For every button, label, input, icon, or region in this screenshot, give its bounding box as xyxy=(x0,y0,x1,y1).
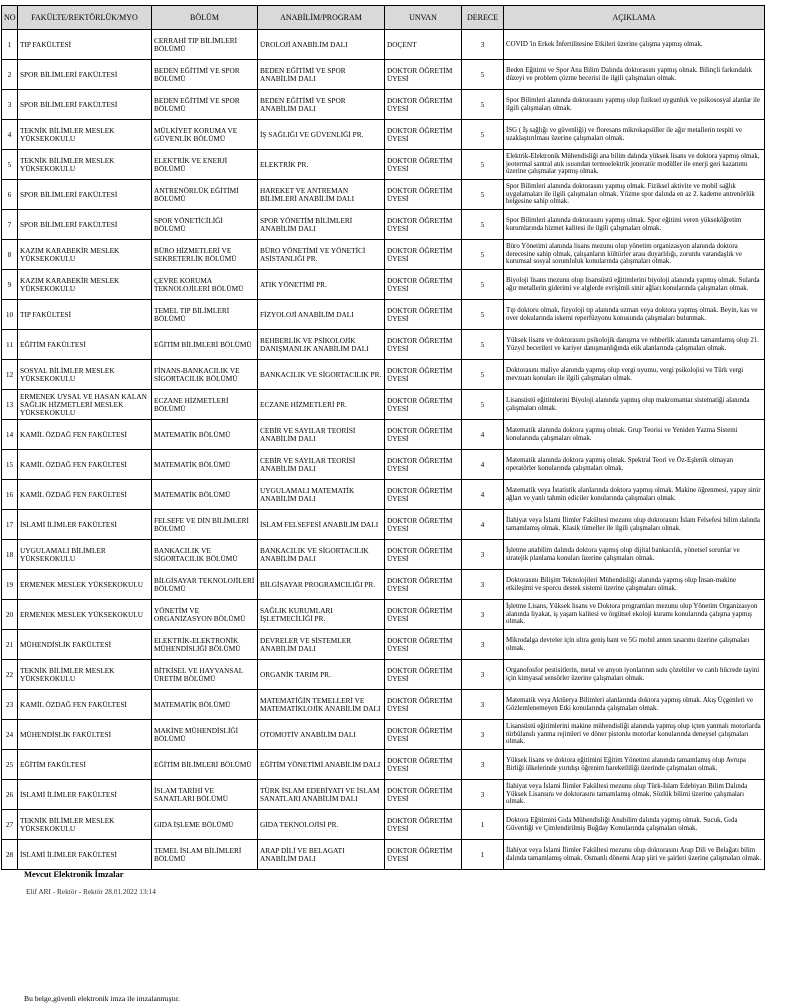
program-cell: REHBERLİK VE PSİKOLOJİK DANIŞMANLIK ANABİLİM DALI xyxy=(258,330,385,360)
table-row xyxy=(2,510,765,540)
table-row xyxy=(2,90,765,120)
faculty-cell: ERMENEK MESLEK YÜKSEKOKULU xyxy=(18,570,152,600)
department-cell: MÜLKİYET KORUMA VE GÜVENLİK BÖLÜMÜ xyxy=(152,120,258,150)
faculty-cell: TEKNİK BİLİMLER MESLEK YÜKSEKOKULU xyxy=(18,120,152,150)
program-cell: BİLGİSAYAR PROGRAMCILIĞI PR. xyxy=(258,570,385,600)
table-row xyxy=(2,150,765,180)
row-number: 5 xyxy=(2,150,18,180)
degree-cell: 5 xyxy=(462,360,504,390)
department-cell: MAKİNE MÜHENDİSLİĞİ BÖLÜMÜ xyxy=(152,720,258,750)
description-cell: Matematik alanında doktora yapmış olmak. Grup Teorisi ve Yeniden Yazma Sistemi konularında çalışmaları olmak. xyxy=(504,420,765,450)
faculty-cell: EĞİTİM FAKÜLTESİ xyxy=(18,330,152,360)
description-cell: Biyoloji lisans mezunu olup lisansüstü eğitimlerini biyoloji alanında yapmış olmak. Sularda ağır metallerin giderimi ve alglerde evrişimli sinir ağları konularında çalışmaları olmak. xyxy=(504,270,765,300)
description-cell: Organofosfor pestisitlerin, metal ve anyon iyonlarının sulu çözeltiler ve canlı hücrede tayini için kimyasal sensörler üzerine çalışmaları olmak. xyxy=(504,660,765,690)
department-cell: BÜRO HİZMETLERİ VE SEKRETERLİK BÖLÜMÜ xyxy=(152,240,258,270)
table-row xyxy=(2,450,765,480)
faculty-cell: ERMENEK UYSAL VE HASAN KALAN SAĞLIK HİZMETLERİ MESLEK YÜKSEKOKULU xyxy=(18,390,152,420)
title-cell: DOKTOR ÖĞRETİM ÜYESİ xyxy=(385,360,462,390)
row-number: 16 xyxy=(2,480,18,510)
table-row xyxy=(2,780,765,810)
department-cell: BEDEN EĞİTİMİ VE SPOR BÖLÜMÜ xyxy=(152,90,258,120)
row-number: 1 xyxy=(2,30,18,60)
faculty-cell: TEKNİK BİLİMLER MESLEK YÜKSEKOKULU xyxy=(18,810,152,840)
row-number: 23 xyxy=(2,690,18,720)
degree-cell: 5 xyxy=(462,390,504,420)
title-cell: DOKTOR ÖĞRETİM ÜYESİ xyxy=(385,240,462,270)
program-cell: DEVRELER VE SİSTEMLER ANABİLİM DALI xyxy=(258,630,385,660)
degree-cell: 5 xyxy=(462,60,504,90)
department-cell: TEMEL TIP BİLİMLERİ BÖLÜMÜ xyxy=(152,300,258,330)
description-cell: Matematik veya İstatistik alanlarında doktora yapmış olmak. Makine öğrenmesi, yapay sinir ağları ve yanlı tahmin ediciler konularında çalışmaları olmak. xyxy=(504,480,765,510)
table-row xyxy=(2,120,765,150)
table-body xyxy=(2,30,765,870)
announcement-table xyxy=(1,5,765,870)
degree-cell: 5 xyxy=(462,330,504,360)
title-cell: DOKTOR ÖĞRETİM ÜYESİ xyxy=(385,540,462,570)
header-description: AÇIKLAMA xyxy=(504,6,765,30)
faculty-cell: SPOR BİLİMLERİ FAKÜLTESİ xyxy=(18,180,152,210)
program-cell: CEBİR VE SAYILAR TEORİSİ ANABİLİM DALI xyxy=(258,450,385,480)
title-cell: DOKTOR ÖĞRETİM ÜYESİ xyxy=(385,840,462,870)
program-cell: GIDA TEKNOLOJİSİ PR. xyxy=(258,810,385,840)
department-cell: MATEMATİK BÖLÜMÜ xyxy=(152,420,258,450)
description-cell: COVID 'in Erkek İnfertilitesine Etkileri üzerine çalışma yapmış olmak. xyxy=(504,30,765,60)
degree-cell: 4 xyxy=(462,480,504,510)
faculty-cell: KAMİL ÖZDAĞ FEN FAKÜLTESİ xyxy=(18,690,152,720)
header-faculty: FAKÜLTE/REKTÖRLÜK/MYO xyxy=(18,6,152,30)
table-row xyxy=(2,60,765,90)
description-cell: İşletme Lisans, Yüksek lisans ve Doktora programları mezunu olup Yönetim Organizasyon alanında liyakat, iş yaşam kalitesi ve örgütsel ekoloji kuramı konularında çalışma yapmış olmak. xyxy=(504,600,765,630)
title-cell: DOKTOR ÖĞRETİM ÜYESİ xyxy=(385,480,462,510)
faculty-cell: SPOR BİLİMLERİ FAKÜLTESİ xyxy=(18,210,152,240)
degree-cell: 5 xyxy=(462,300,504,330)
table-row xyxy=(2,630,765,660)
degree-cell: 1 xyxy=(462,840,504,870)
program-cell: ELEKTRİK PR. xyxy=(258,150,385,180)
title-cell: DOKTOR ÖĞRETİM ÜYESİ xyxy=(385,420,462,450)
title-cell: DOKTOR ÖĞRETİM ÜYESİ xyxy=(385,780,462,810)
row-number: 3 xyxy=(2,90,18,120)
department-cell: ÇEVRE KORUMA TEKNOLOJİLERİ BÖLÜMÜ xyxy=(152,270,258,300)
degree-cell: 4 xyxy=(462,420,504,450)
department-cell: SPOR YÖNETİCİLİĞİ BÖLÜMÜ xyxy=(152,210,258,240)
faculty-cell: MÜHENDİSLİK FAKÜLTESİ xyxy=(18,720,152,750)
row-number: 2 xyxy=(2,60,18,90)
description-cell: İşletme anabilim dalında doktora yapmış olup dijital bankacılık, yönetsel sorunlar ve stratejik planlama konuları üzerine çalışmaları olmak. xyxy=(504,540,765,570)
signature-overlay: Elif ARI - Rektör - Rektör 28.01.2022 13:14 xyxy=(26,887,156,896)
degree-cell: 3 xyxy=(462,540,504,570)
row-number: 22 xyxy=(2,660,18,690)
title-cell: DOKTOR ÖĞRETİM ÜYESİ xyxy=(385,150,462,180)
department-cell: MATEMATİK BÖLÜMÜ xyxy=(152,480,258,510)
description-cell: Doktora Eğitimini Gıda Mühendisliği Anabilim dalında yapmış olmak. Sucuk, Gıda Güvenliği ve Çimlendirilmiş Buğday Konularında çalışmaları olmak. xyxy=(504,810,765,840)
degree-cell: 1 xyxy=(462,810,504,840)
description-cell: Beden Eğitimi ve Spor Ana Bilim Dalında doktorasını yapmış olmak. Bilinçli farkındalık düzeyi ve problem çözme becerisi ile ilgili çalışmaları olmak. xyxy=(504,60,765,90)
table-row xyxy=(2,210,765,240)
row-number: 25 xyxy=(2,750,18,780)
department-cell: ANTRENÖRLÜK EĞİTİMİ BÖLÜMÜ xyxy=(152,180,258,210)
row-number: 8 xyxy=(2,240,18,270)
department-cell: ELEKTRİK VE ENERJİ BÖLÜMÜ xyxy=(152,150,258,180)
department-cell: EĞİTİM BİLİMLERİ BÖLÜMÜ xyxy=(152,330,258,360)
row-number: 28 xyxy=(2,840,18,870)
table-header xyxy=(2,6,765,30)
title-cell: DOKTOR ÖĞRETİM ÜYESİ xyxy=(385,810,462,840)
row-number: 11 xyxy=(2,330,18,360)
degree-cell: 3 xyxy=(462,600,504,630)
program-cell: ÜROLOJİ ANABİLİM DALI xyxy=(258,30,385,60)
degree-cell: 3 xyxy=(462,30,504,60)
program-cell: CEBİR VE SAYILAR TEORİSİ ANABİLİM DALI xyxy=(258,420,385,450)
table-row xyxy=(2,300,765,330)
department-cell: GIDA İŞLEME BÖLÜMÜ xyxy=(152,810,258,840)
title-cell: DOKTOR ÖĞRETİM ÜYESİ xyxy=(385,270,462,300)
title-cell: DOKTOR ÖĞRETİM ÜYESİ xyxy=(385,750,462,780)
department-cell: BİTKİSEL VE HAYVANSAL ÜRETİM BÖLÜMÜ xyxy=(152,660,258,690)
row-number: 24 xyxy=(2,720,18,750)
title-cell: DOKTOR ÖĞRETİM ÜYESİ xyxy=(385,450,462,480)
title-cell: DOKTOR ÖĞRETİM ÜYESİ xyxy=(385,210,462,240)
description-cell: İlahiyat veya İslami İlimler Fakültesi mezunu olup doktorasını İslam Felsefesi bilim dalında tamamlamış olmak. Klasik tümeller ile ilgili çalışmaları olmak. xyxy=(504,510,765,540)
degree-cell: 5 xyxy=(462,210,504,240)
faculty-cell: SOSYAL BİLİMLER MESLEK YÜKSEKOKULU xyxy=(18,360,152,390)
department-cell: FELSEFE VE DİN BİLİMLERİ BÖLÜMÜ xyxy=(152,510,258,540)
degree-cell: 3 xyxy=(462,570,504,600)
title-cell: DOKTOR ÖĞRETİM ÜYESİ xyxy=(385,600,462,630)
title-cell: DOKTOR ÖĞRETİM ÜYESİ xyxy=(385,180,462,210)
program-cell: FİZYOLOJİ ANABİLİM DALI xyxy=(258,300,385,330)
faculty-cell: KAMİL ÖZDAĞ FEN FAKÜLTESİ xyxy=(18,450,152,480)
faculty-cell: EĞİTİM FAKÜLTESİ xyxy=(18,750,152,780)
footer-note: Bu belge,güvenli elektronik imza ile imzalanmıştır. xyxy=(24,994,180,1003)
program-cell: MATEMATİĞİN TEMELLERİ VE MATEMATİKLOJİK ANABİLİM DALI xyxy=(258,690,385,720)
description-cell: Doktorasını Bilişim Teknolojileri Mühendisliği alanında yapmış olup İnsan-makine etkileşimi ve sporcu destek sistemi üzerine çalışmaları olmak. xyxy=(504,570,765,600)
department-cell: YÖNETİM VE ORGANİZASYON BÖLÜMÜ xyxy=(152,600,258,630)
degree-cell: 3 xyxy=(462,720,504,750)
degree-cell: 3 xyxy=(462,630,504,660)
description-cell: Lisansüstü eğitimlerini makine mühendisliği alanında yapmış olup içten yanmalı motorlarda türbülanslı yanma rejimleri ve döner pistonlu motorlar konularında deneysel çalışmaları olmak. xyxy=(504,720,765,750)
department-cell: İSLAM TARİHİ VE SANATLARI BÖLÜMÜ xyxy=(152,780,258,810)
table-row xyxy=(2,360,765,390)
department-cell: ECZANE HİZMETLERİ BÖLÜMÜ xyxy=(152,390,258,420)
header-title: UNVAN xyxy=(385,6,462,30)
faculty-cell: SPOR BİLİMLERİ FAKÜLTESİ xyxy=(18,90,152,120)
title-cell: DOKTOR ÖĞRETİM ÜYESİ xyxy=(385,390,462,420)
table-row xyxy=(2,270,765,300)
description-cell: Matematik veya Aktüerya Bilimleri alanlarında doktora yapmış olmak. Akış Üçgenleri ve Gözlemlenemeyen Etki konularında çalışmaları olmak. xyxy=(504,690,765,720)
program-cell: SPOR YÖNETİM BİLİMLERİ ANABİLİM DALI xyxy=(258,210,385,240)
table-row xyxy=(2,600,765,630)
degree-cell: 5 xyxy=(462,120,504,150)
program-cell: BANKACILIK VE SİGORTACILIK PR. xyxy=(258,360,385,390)
header-department: BÖLÜM xyxy=(152,6,258,30)
faculty-cell: İSLAMİ İLİMLER FAKÜLTESİ xyxy=(18,780,152,810)
faculty-cell: KAZIM KARABEKİR MESLEK YÜKSEKOKULU xyxy=(18,270,152,300)
degree-cell: 5 xyxy=(462,180,504,210)
department-cell: BEDEN EĞİTİMİ VE SPOR BÖLÜMÜ xyxy=(152,60,258,90)
program-cell: ATIK YÖNETİMİ PR. xyxy=(258,270,385,300)
degree-cell: 3 xyxy=(462,660,504,690)
program-cell: OTOMOTİV ANABİLİM DALI xyxy=(258,720,385,750)
degree-cell: 3 xyxy=(462,750,504,780)
title-cell: DOKTOR ÖĞRETİM ÜYESİ xyxy=(385,60,462,90)
description-cell: Spor Bilimleri alanında doktorasını yapmış olup fiziksel uygunluk ve psikososyal alanlar ile ilgili çalışmaları olmak. xyxy=(504,90,765,120)
program-cell: EĞİTİM YÖNETİMİ ANABİLİM DALI xyxy=(258,750,385,780)
degree-cell: 3 xyxy=(462,780,504,810)
row-number: 13 xyxy=(2,390,18,420)
degree-cell: 5 xyxy=(462,240,504,270)
degree-cell: 5 xyxy=(462,150,504,180)
row-number: 18 xyxy=(2,540,18,570)
table-row xyxy=(2,240,765,270)
faculty-cell: İSLAMİ İLİMLER FAKÜLTESİ xyxy=(18,510,152,540)
title-cell: DOKTOR ÖĞRETİM ÜYESİ xyxy=(385,120,462,150)
header-program: ANABİLİM/PROGRAM xyxy=(258,6,385,30)
row-number: 10 xyxy=(2,300,18,330)
program-cell: ARAP DİLİ VE BELAGATI ANABİLİM DALI xyxy=(258,840,385,870)
description-cell: Yüksek lisans ve doktorasını psikolojik danışma ve rehberlik alanında tamamlamış olup 21. Yüzyıl becerileri ve kariyer danışmanlığında etik alanlarında çalışmaları olmak. xyxy=(504,330,765,360)
description-cell: Tıp doktoru olmak, fizyoloji tıp alanında uzman veya doktora yapmış olmak. Beyin, kas ve over dokularında iskemi reperfüzyonu konusunda çalışmaları bulunmak. xyxy=(504,300,765,330)
department-cell: BİLGİSAYAR TEKNOLOJİLERİ BÖLÜMÜ xyxy=(152,570,258,600)
department-cell: MATEMATİK BÖLÜMÜ xyxy=(152,450,258,480)
description-cell: Spor Bilimleri alanında doktorasını yapmış olmak. Spor eğitimi veren yükseköğretim kurumlarında hizmet kalitesi ile ilgili çalışmaları olmak. xyxy=(504,210,765,240)
program-cell: SAĞLIK KURUMLARI İŞLETMECİLİĞİ PR. xyxy=(258,600,385,630)
faculty-cell: KAMİL ÖZDAĞ FEN FAKÜLTESİ xyxy=(18,480,152,510)
description-cell: Mikrodalga devreler için ultra geniş bant ve 5G mobil anten tasarımı üzerine çalışmaları olmak. xyxy=(504,630,765,660)
title-cell: DOKTOR ÖĞRETİM ÜYESİ xyxy=(385,90,462,120)
department-cell: TEMEL İSLAM BİLİMLERİ BÖLÜMÜ xyxy=(152,840,258,870)
row-number: 6 xyxy=(2,180,18,210)
program-cell: ECZANE HİZMETLERİ PR. xyxy=(258,390,385,420)
department-cell: BANKACILIK VE SİGORTACILIK BÖLÜMÜ xyxy=(152,540,258,570)
program-cell: BEDEN EĞİTİMİ VE SPOR ANABİLİM DALI xyxy=(258,60,385,90)
program-cell: UYGULAMALI MATEMATİK ANABİLİM DALI xyxy=(258,480,385,510)
program-cell: BÜRO YÖNETİMİ VE YÖNETİCİ ASİSTANLIĞI PR. xyxy=(258,240,385,270)
description-cell: Yüksek lisans ve doktora eğitimini Eğitim Yönetimi alanında tamamlamış olup Avrupa Birliği ülkelerinde yurtdışı öğrenim hareketliliği üzerinde çalışmaları olmak. xyxy=(504,750,765,780)
title-cell: DOKTOR ÖĞRETİM ÜYESİ xyxy=(385,630,462,660)
row-number: 7 xyxy=(2,210,18,240)
description-cell: Lisansüstü eğitimlerini Biyoloji alanında yapmış olup makromantar sistematiği alanında çalışmaları olmak. xyxy=(504,390,765,420)
table-row xyxy=(2,30,765,60)
table-row xyxy=(2,810,765,840)
title-cell: DOKTOR ÖĞRETİM ÜYESİ xyxy=(385,300,462,330)
department-cell: MATEMATİK BÖLÜMÜ xyxy=(152,690,258,720)
program-cell: ORGANİK TARIM PR. xyxy=(258,660,385,690)
program-cell: HAREKET VE ANTREMAN BİLİMLERİ ANABİLİM DALI xyxy=(258,180,385,210)
faculty-cell: KAMİL ÖZDAĞ FEN FAKÜLTESİ xyxy=(18,420,152,450)
degree-cell: 4 xyxy=(462,450,504,480)
description-cell: Spor Bilimleri alanında doktorasını yapmış olmak. Fiziksel aktivite ve mobil sağlık uygulamaları ile ilgili çalışmaları olmak. Yüzme spor dalında en az 2. kademe antrenörlük belgesine sahip olmak. xyxy=(504,180,765,210)
faculty-cell: KAZIM KARABEKİR MESLEK YÜKSEKOKULU xyxy=(18,240,152,270)
title-cell: DOKTOR ÖĞRETİM ÜYESİ xyxy=(385,720,462,750)
table-row xyxy=(2,660,765,690)
title-cell: DOKTOR ÖĞRETİM ÜYESİ xyxy=(385,510,462,540)
row-number: 21 xyxy=(2,630,18,660)
degree-cell: 3 xyxy=(462,690,504,720)
title-cell: DOKTOR ÖĞRETİM ÜYESİ xyxy=(385,660,462,690)
table-row xyxy=(2,390,765,420)
description-cell: İSG ( İş sağlığı ve güvenliği) ve floresans mikrokapsüller ile ağır metallerin tespiti ve uzaklaştırılması üzerine çalışmaları olmak. xyxy=(504,120,765,150)
row-number: 4 xyxy=(2,120,18,150)
table-row xyxy=(2,420,765,450)
faculty-cell: UYGULAMALI BİLİMLER YÜKSEKOKULU xyxy=(18,540,152,570)
row-number: 19 xyxy=(2,570,18,600)
program-cell: TÜRK İSLAM EDEBİYATI VE İSLAM SANATLARI ANABİLİM DALI xyxy=(258,780,385,810)
faculty-cell: ERMENEK MESLEK YÜKSEKOKULU xyxy=(18,600,152,630)
faculty-cell: SPOR BİLİMLERİ FAKÜLTESİ xyxy=(18,60,152,90)
header-row xyxy=(2,6,765,30)
row-number: 20 xyxy=(2,600,18,630)
department-cell: ELEKTRİK-ELEKTRONİK MÜHENDİSLİĞİ BÖLÜMÜ xyxy=(152,630,258,660)
program-cell: BEDEN EĞİTİMİ VE SPOR ANABİLİM DALI xyxy=(258,90,385,120)
signature-label: Mevcut Elektronik İmzalar xyxy=(24,869,124,879)
row-number: 15 xyxy=(2,450,18,480)
faculty-cell: MÜHENDİSLİK FAKÜLTESİ xyxy=(18,630,152,660)
program-cell: İŞ SAĞLIĞI VE GÜVENLİĞİ PR. xyxy=(258,120,385,150)
department-cell: FİNANS-BANKACILIK VE SİGORTACILIK BÖLÜMÜ xyxy=(152,360,258,390)
row-number: 9 xyxy=(2,270,18,300)
faculty-cell: İSLAMİ İLİMLER FAKÜLTESİ xyxy=(18,840,152,870)
table-row xyxy=(2,480,765,510)
row-number: 12 xyxy=(2,360,18,390)
program-cell: İSLAM FELSEFESİ ANABİLİM DALI xyxy=(258,510,385,540)
department-cell: EĞİTİM BİLİMLERİ BÖLÜMÜ xyxy=(152,750,258,780)
degree-cell: 5 xyxy=(462,270,504,300)
row-number: 14 xyxy=(2,420,18,450)
description-cell: İlahiyat veya İslami İlimler Fakültesi mezunu olup doktorasını Arap Dili ve Belağatı bilim dalında tamamlamış olmak. Osmanlı dönemi Arap şiiri ve şairleri üzerine çalışmaları olmak. xyxy=(504,840,765,870)
table-row xyxy=(2,330,765,360)
description-cell: Doktorasını maliye alanında yapmış olup vergi uyumu, vergi psikolojisi ve Türk vergi mevzuatı konuları ile ilgili çalışmaları olmak. xyxy=(504,360,765,390)
table-row xyxy=(2,180,765,210)
row-number: 27 xyxy=(2,810,18,840)
table-row xyxy=(2,690,765,720)
description-cell: İlahiyat veya İslami İlimler Fakültesi mezunu olup Türk-İslam Edebiyatı Bilim Dalında Yüksek Lisansını ve doktorasını tamamlamış olmak, Sözlük bilimi üzerine çalışmaları olmak. xyxy=(504,780,765,810)
header-no: NO xyxy=(2,6,18,30)
faculty-cell: TIP FAKÜLTESİ xyxy=(18,30,152,60)
table-row xyxy=(2,750,765,780)
row-number: 26 xyxy=(2,780,18,810)
table-row xyxy=(2,840,765,870)
faculty-cell: TIP FAKÜLTESİ xyxy=(18,300,152,330)
header-degree: DERECE xyxy=(462,6,504,30)
faculty-cell: TEKNİK BİLİMLER MESLEK YÜKSEKOKULU xyxy=(18,660,152,690)
title-cell: DOKTOR ÖĞRETİM ÜYESİ xyxy=(385,330,462,360)
program-cell: BANKACILIK VE SİGORTACILIK ANABİLİM DALI xyxy=(258,540,385,570)
description-cell: Büro Yönetimi alanında lisans mezunu olup yönetim organizasyon alanında doktora derecesine sahip olmak, çalışanların kültürler arası duyarlılığı, zorunlu vatandaşlık ve kurumsal sosyal sorumluluk konularında çalışmaları olmak. xyxy=(504,240,765,270)
description-cell: Elektrik-Elektronik Mühendisliği ana bilim dalında yüksek lisans ve doktora yapmış olmak, jeotermal santral atık ısısından termoelektrik jeneratör modüller ile enerji geri kazanımı üzerine çalışmalar yapmış olmak. xyxy=(504,150,765,180)
table-row xyxy=(2,570,765,600)
row-number: 17 xyxy=(2,510,18,540)
degree-cell: 4 xyxy=(462,510,504,540)
description-cell: Matematik alanında doktora yapmış olmak. Spektral Teori ve Öz-Eşlenik olmayan operatörler konularında çalışmaları olmak. xyxy=(504,450,765,480)
title-cell: DOKTOR ÖĞRETİM ÜYESİ xyxy=(385,570,462,600)
title-cell: DOÇENT xyxy=(385,30,462,60)
title-cell: DOKTOR ÖĞRETİM ÜYESİ xyxy=(385,690,462,720)
table-row xyxy=(2,540,765,570)
department-cell: CERRAHİ TIP BİLİMLERİ BÖLÜMÜ xyxy=(152,30,258,60)
table-row xyxy=(2,720,765,750)
faculty-cell: TEKNİK BİLİMLER MESLEK YÜKSEKOKULU xyxy=(18,150,152,180)
degree-cell: 5 xyxy=(462,90,504,120)
